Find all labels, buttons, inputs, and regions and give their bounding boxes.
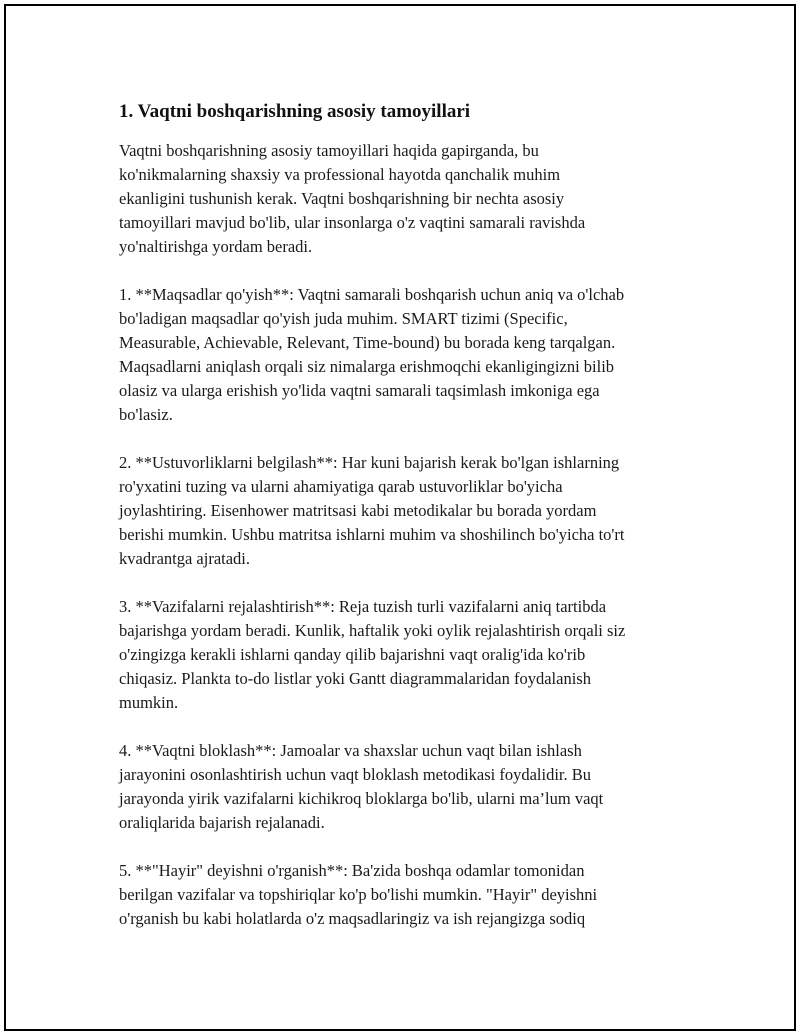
principle-2-paragraph bbox=[119, 451, 699, 571]
document-body bbox=[119, 100, 699, 955]
principle-4-paragraph bbox=[119, 739, 699, 835]
text-line: o'rganish bu kabi holatlarda o'z maqsadlaringiz va ish rejangizga sodiq bbox=[119, 909, 586, 928]
text-line: ekanligini tushunish kerak. Vaqtni boshqarishning bir nechta asosiy bbox=[119, 189, 565, 208]
text-line: bo'ladigan maqsadlar qo'yish juda muhim. SMART tizimi (Specific, bbox=[119, 309, 568, 328]
text-line: 3. **Vazifalarni rejalashtirish**: Reja tuzish turli vazifalarni aniq tartibda bbox=[119, 597, 607, 616]
text-line: o'zingizga kerakli ishlarni qanday qilib bajarishni vaqt oralig'ida ko'rib bbox=[119, 645, 586, 664]
text-line: bo'lasiz. bbox=[119, 405, 173, 424]
text-line: 1. **Maqsadlar qo'yish**: Vaqtni samarali boshqarish uchun aniq va o'lchab bbox=[119, 285, 625, 304]
text-line: 5. **"Hayir" deyishni o'rganish**: Ba'zida boshqa odamlar tomonidan bbox=[119, 861, 585, 880]
text-line: ro'yxatini tuzing va ularni ahamiyatiga qarab ustuvorliklar bo'yicha bbox=[119, 477, 563, 496]
intro-paragraph bbox=[119, 139, 699, 259]
text-line: bajarishga yordam beradi. Kunlik, haftalik yoki oylik rejalashtirish orqali siz bbox=[119, 621, 626, 640]
text-line: olasiz va ularga erishish yo'lida vaqtni samarali taqsimlash imkoniga ega bbox=[119, 381, 600, 400]
text-line: Measurable, Achievable, Relevant, Time-bound) bu borada keng tarqalgan. bbox=[119, 333, 616, 352]
text-line: Vaqtni boshqarishning asosiy tamoyillari haqida gapirganda, bu bbox=[119, 141, 539, 160]
text-line: mumkin. bbox=[119, 693, 179, 712]
text-line: berilgan vazifalar va topshiriqlar ko'p bo'lishi mumkin. "Hayir" deyishni bbox=[119, 885, 598, 904]
text-line: oraliqlarida bajarish rejalanadi. bbox=[119, 813, 325, 832]
text-line: ko'nikmalarning shaxsiy va professional hayotda qanchalik muhim bbox=[119, 165, 561, 184]
text-line: kvadrantga ajratadi. bbox=[119, 549, 251, 568]
principle-5-paragraph bbox=[119, 859, 699, 931]
text-line: chiqasiz. Plankta to-do listlar yoki Gantt diagrammalaridan foydalanish bbox=[119, 669, 591, 688]
principle-3-paragraph bbox=[119, 595, 699, 715]
text-line: tamoyillari mavjud bo'lib, ular insonlarga o'z vaqtini samarali ravishda bbox=[119, 213, 586, 232]
page-frame bbox=[4, 4, 796, 1031]
text-line: berishi mumkin. Ushbu matritsa ishlarni muhim va shoshilinch bo'yicha to'rt bbox=[119, 525, 625, 544]
text-line: jarayonini osonlashtirish uchun vaqt bloklash metodikasi foydalidir. Bu bbox=[119, 765, 592, 784]
text-line: jarayonda yirik vazifalarni kichikroq bloklarga bo'lib, ularni ma’lum vaqt bbox=[119, 789, 604, 808]
text-line: 2. **Ustuvorliklarni belgilash**: Har kuni bajarish kerak bo'lgan ishlarning bbox=[119, 453, 620, 472]
text-line: joylashtiring. Eisenhower matritsasi kabi metodikalar bu borada yordam bbox=[119, 501, 597, 520]
text-line: yo'naltirishga yordam beradi. bbox=[119, 237, 313, 256]
section-heading: 1. Vaqtni boshqarishning asosiy tamoyillari bbox=[119, 101, 471, 122]
text-line: 4. **Vaqtni bloklash**: Jamoalar va shaxslar uchun vaqt bilan ishlash bbox=[119, 741, 582, 760]
text-line: Maqsadlarni aniqlash orqali siz nimalarga erishmoqchi ekanligingizni bilib bbox=[119, 357, 615, 376]
principle-1-paragraph bbox=[119, 283, 699, 427]
